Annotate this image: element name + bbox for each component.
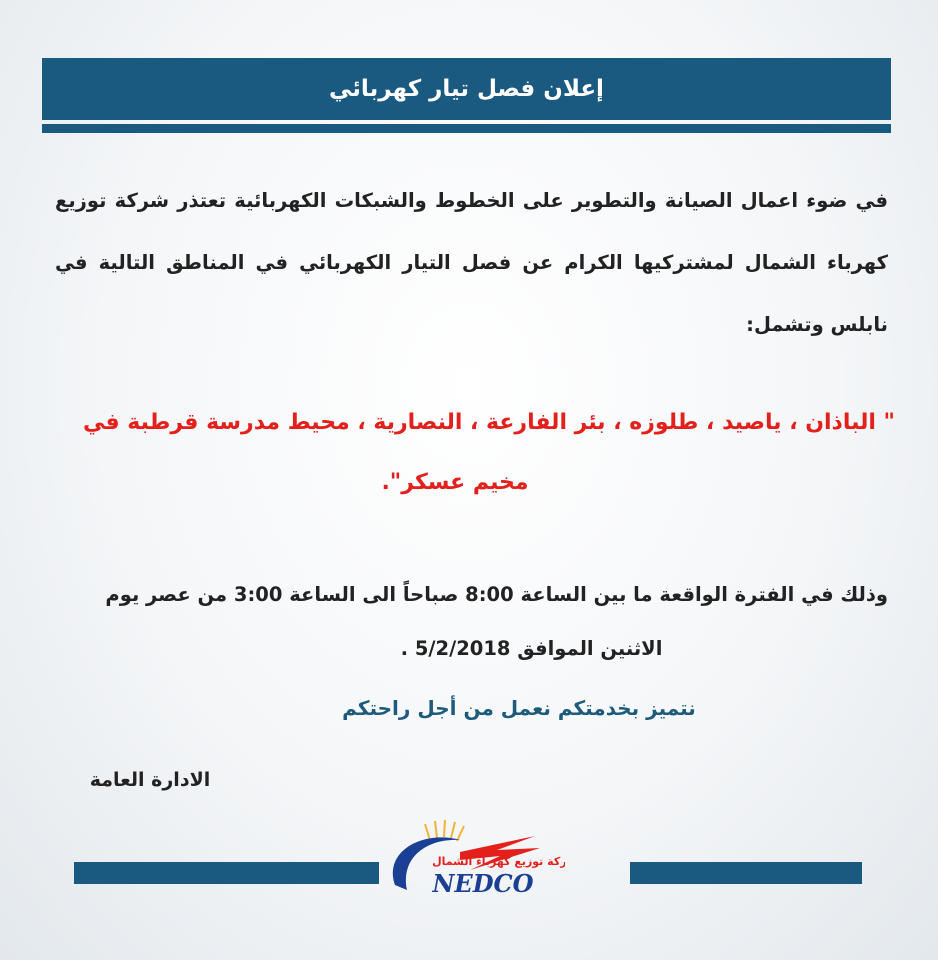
areas-line-1: " الباذان ، ياصيد ، طلوزه ، بئر الفارعة ، النصارية ، محيط مدرسة قرطبة في bbox=[82, 410, 895, 435]
time-line-1: وذلك في الفترة الواقعة ما بين الساعة 8:00 صباحاً الى الساعة 3:00 من عصر يوم bbox=[105, 583, 888, 606]
header-divider bbox=[42, 124, 891, 133]
affected-areas bbox=[55, 393, 895, 513]
signature: الادارة العامة bbox=[89, 769, 211, 791]
nedco-logo bbox=[365, 810, 565, 910]
time-paragraph bbox=[55, 568, 888, 676]
slogan: نتميز بخدمتكم نعمل من أجل راحتكم bbox=[342, 696, 696, 720]
footer-bar-left bbox=[74, 862, 379, 884]
footer-bar-right bbox=[630, 862, 862, 884]
logo-brand: NEDCO bbox=[432, 869, 534, 898]
header-banner bbox=[42, 58, 891, 120]
page-title: إعلان فصل تيار كهربائي bbox=[329, 76, 604, 102]
intro-paragraph: في ضوء اعمال الصيانة والتطوير على الخطوط والشبكات الكهربائية تعتذر شركة توزيع كهرباء الشمال لمشتركيها الكرام عن فصل التيار الكهربائي في المناطق التالية في نابلس وتشمل: bbox=[55, 189, 888, 336]
areas-line-2: مخيم عسكر". bbox=[381, 470, 529, 495]
logo-arabic-text: شركة توزيع كهرباء الشمال bbox=[432, 855, 565, 868]
time-line-2: الاثنين الموافق 5/2/2018 . bbox=[400, 637, 663, 660]
